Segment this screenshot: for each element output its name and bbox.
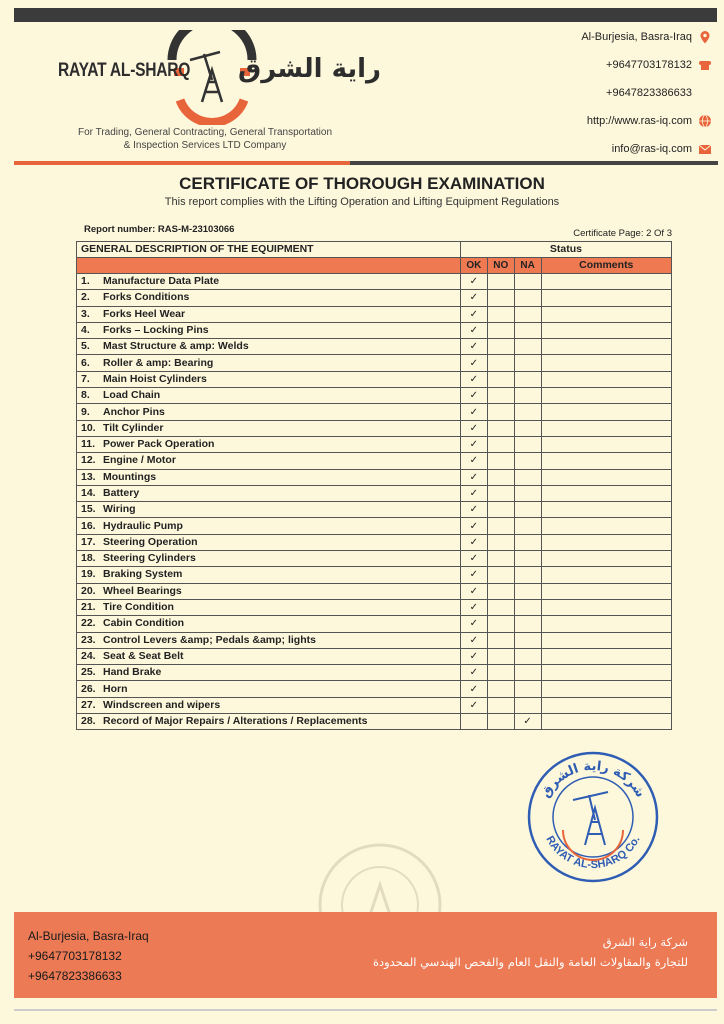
- item-label: [77, 290, 461, 306]
- status-no: [487, 665, 514, 681]
- status-na: [514, 404, 541, 420]
- comment-cell: [541, 616, 671, 632]
- table-row: [77, 648, 672, 664]
- comment-cell: [541, 453, 671, 469]
- status-ok: ✓: [460, 420, 487, 436]
- comment-cell: [541, 290, 671, 306]
- stamp-text-en: RAYAT AL-SHARQ Co.: [543, 834, 643, 872]
- examination-table: [76, 241, 672, 730]
- tagline-line-1: For Trading, General Contracting, General Transportation: [77, 127, 333, 138]
- table-row: [77, 583, 672, 599]
- item-number: 21.: [81, 601, 96, 614]
- table-column-row: [77, 258, 672, 274]
- item-label: [77, 388, 461, 404]
- item-number: 20.: [81, 584, 96, 597]
- status-no: [487, 355, 514, 371]
- table-row: [77, 355, 672, 371]
- item-text: Windscreen and wipers: [103, 698, 221, 711]
- column-comments: Comments: [541, 258, 671, 274]
- status-no: [487, 632, 514, 648]
- item-label: [77, 306, 461, 322]
- footer-address: Al-Burjesia, Basra-Iraq: [28, 929, 149, 943]
- contact-address: Al-Burjesia, Basra-Iraq: [581, 31, 692, 43]
- item-text: Wiring: [103, 503, 136, 516]
- top-bar: [14, 8, 717, 22]
- item-number: 11.: [81, 438, 96, 451]
- logo-name-en: RAYAT AL-SHARQ: [58, 60, 191, 81]
- status-no: [487, 485, 514, 501]
- location-icon: [698, 30, 712, 44]
- item-label: [77, 518, 461, 534]
- status-header: Status: [460, 242, 671, 258]
- status-no: [487, 648, 514, 664]
- comment-cell: [541, 371, 671, 387]
- status-na: [514, 567, 541, 583]
- status-ok: ✓: [460, 404, 487, 420]
- status-ok: ✓: [460, 534, 487, 550]
- table-row: [77, 306, 672, 322]
- status-na: [514, 274, 541, 290]
- comment-cell: [541, 632, 671, 648]
- item-label: [77, 339, 461, 355]
- header-divider-orange: [14, 161, 350, 165]
- status-na: [514, 632, 541, 648]
- status-ok: ✓: [460, 485, 487, 501]
- item-number: 5.: [81, 340, 90, 353]
- item-number: 19.: [81, 568, 96, 581]
- status-na: [514, 420, 541, 436]
- table-row: [77, 436, 672, 452]
- table-row: [77, 665, 672, 681]
- comment-cell: [541, 388, 671, 404]
- item-number: 1.: [81, 275, 90, 288]
- footer-contact: [28, 926, 149, 986]
- item-number: 25.: [81, 666, 96, 679]
- status-na: [514, 583, 541, 599]
- item-number: 16.: [81, 519, 96, 532]
- table-row: [77, 632, 672, 648]
- logo-name-ar: راية الشرق: [238, 54, 382, 84]
- item-number: 9.: [81, 405, 90, 418]
- status-no: [487, 599, 514, 615]
- item-text: Record of Major Repairs / Alterations / Replacements: [103, 715, 368, 728]
- tagline-line-2: & Inspection Services LTD Company: [123, 140, 287, 151]
- company-stamp: [523, 750, 663, 885]
- svg-text:RAYAT AL-SHARQ Co.: [543, 834, 642, 871]
- item-text: Forks – Locking Pins: [103, 324, 209, 337]
- contact-phone-2: +9647823386633: [606, 87, 692, 99]
- table-row: [77, 714, 672, 730]
- status-ok: ✓: [460, 648, 487, 664]
- status-ok: ✓: [460, 453, 487, 469]
- item-label: [77, 469, 461, 485]
- item-label: [77, 274, 461, 290]
- item-label: [77, 616, 461, 632]
- comment-cell: [541, 648, 671, 664]
- item-number: 28.: [81, 715, 96, 728]
- item-label: [77, 697, 461, 713]
- status-na: [514, 290, 541, 306]
- status-ok: ✓: [460, 290, 487, 306]
- status-ok: ✓: [460, 665, 487, 681]
- item-label: [77, 371, 461, 387]
- status-no: [487, 681, 514, 697]
- table-row: [77, 453, 672, 469]
- item-number: 12.: [81, 454, 96, 467]
- table-row: [77, 404, 672, 420]
- status-ok: ✓: [460, 632, 487, 648]
- status-na: [514, 388, 541, 404]
- table-row: [77, 551, 672, 567]
- status-no: [487, 518, 514, 534]
- item-number: 14.: [81, 487, 96, 499]
- item-text: Cabin Condition: [103, 617, 185, 630]
- item-label: [77, 714, 461, 730]
- status-no: [487, 274, 514, 290]
- item-text: Control Levers &amp; Pedals &amp; lights: [103, 633, 316, 646]
- item-label: [77, 681, 461, 697]
- status-na: [514, 339, 541, 355]
- footer-ar-line-2: للتجارة والمقاولات العامة والنقل العام والفحص الهندسي المحدودة: [372, 955, 688, 969]
- status-ok: ✓: [460, 567, 487, 583]
- item-text: Seat & Seat Belt: [103, 649, 184, 662]
- phone-icon: [698, 58, 712, 72]
- status-na: [514, 616, 541, 632]
- column-no: NO: [487, 258, 514, 274]
- status-na: [514, 599, 541, 615]
- table-row: [77, 420, 672, 436]
- item-number: 18.: [81, 552, 96, 565]
- status-ok: ✓: [460, 388, 487, 404]
- item-label: [77, 534, 461, 550]
- status-ok: ✓: [460, 469, 487, 485]
- status-na: [514, 551, 541, 567]
- report-number: Report number: RAS-M-23103066: [84, 224, 235, 235]
- table-header-row: [77, 242, 672, 258]
- status-no: [487, 567, 514, 583]
- status-no: [487, 551, 514, 567]
- item-text: Roller & amp: Bearing: [103, 356, 214, 369]
- status-no: [487, 420, 514, 436]
- item-text: Power Pack Operation: [103, 438, 215, 451]
- item-number: 23.: [81, 633, 96, 646]
- table-row: [77, 534, 672, 550]
- status-no: [487, 534, 514, 550]
- status-no: [487, 404, 514, 420]
- item-text: Steering Operation: [103, 535, 198, 548]
- comment-cell: [541, 518, 671, 534]
- column-na: NA: [514, 258, 541, 274]
- status-ok: ✓: [460, 551, 487, 567]
- comment-cell: [541, 583, 671, 599]
- status-na: [514, 518, 541, 534]
- status-na: [514, 681, 541, 697]
- item-text: Engine / Motor: [103, 454, 176, 467]
- item-label: [77, 355, 461, 371]
- status-na: [514, 453, 541, 469]
- table-row: [77, 290, 672, 306]
- status-na: [514, 485, 541, 501]
- comment-cell: [541, 355, 671, 371]
- item-label: [77, 583, 461, 599]
- item-label: [77, 485, 461, 501]
- item-number: 8.: [81, 389, 90, 402]
- table-row: [77, 371, 672, 387]
- comment-cell: [541, 306, 671, 322]
- item-text: Hydraulic Pump: [103, 519, 183, 532]
- status-no: [487, 453, 514, 469]
- item-number: 13.: [81, 470, 96, 483]
- comment-cell: [541, 665, 671, 681]
- status-na: [514, 306, 541, 322]
- status-na: [514, 436, 541, 452]
- item-text: Mast Structure & amp: Welds: [103, 340, 249, 353]
- status-ok: ✓: [460, 322, 487, 338]
- item-text: Forks Heel Wear: [103, 307, 186, 320]
- status-no: [487, 469, 514, 485]
- comment-cell: [541, 404, 671, 420]
- item-text: Anchor Pins: [103, 405, 165, 418]
- table-row: [77, 485, 672, 501]
- item-label: [77, 551, 461, 567]
- contact-website: http://www.ras-iq.com: [586, 115, 692, 127]
- status-na: ✓: [514, 714, 541, 730]
- company-tagline: [40, 126, 370, 152]
- status-no: [487, 290, 514, 306]
- section-header: GENERAL DESCRIPTION OF THE EQUIPMENT: [77, 242, 461, 258]
- footer-ar-line-1: شركة راية الشرق: [602, 935, 688, 949]
- item-label: [77, 404, 461, 420]
- item-text: Load Chain: [103, 389, 161, 402]
- table-row: [77, 322, 672, 338]
- status-no: [487, 306, 514, 322]
- table-row: [77, 616, 672, 632]
- item-label: [77, 420, 461, 436]
- comment-cell: [541, 567, 671, 583]
- table-row: [77, 567, 672, 583]
- item-text: Tilt Cylinder: [103, 421, 164, 434]
- comment-cell: [541, 420, 671, 436]
- item-text: Horn: [103, 682, 128, 695]
- item-text: Forks Conditions: [103, 291, 190, 304]
- item-text: Braking System: [103, 568, 183, 581]
- item-label: [77, 453, 461, 469]
- status-no: [487, 322, 514, 338]
- item-number: 24.: [81, 649, 96, 662]
- status-na: [514, 697, 541, 713]
- status-no: [487, 371, 514, 387]
- status-ok: ✓: [460, 306, 487, 322]
- table-row: [77, 502, 672, 518]
- web-icon: [698, 114, 712, 128]
- table-row: [77, 697, 672, 713]
- table-row: [77, 681, 672, 697]
- item-number: 2.: [81, 291, 90, 304]
- item-label: [77, 502, 461, 518]
- item-label: [77, 436, 461, 452]
- mail-icon: [698, 142, 712, 156]
- comment-cell: [541, 714, 671, 730]
- column-blank: [77, 258, 461, 274]
- status-ok: ✓: [460, 616, 487, 632]
- item-label: [77, 567, 461, 583]
- status-ok: ✓: [460, 599, 487, 615]
- item-number: 26.: [81, 682, 96, 695]
- status-ok: ✓: [460, 436, 487, 452]
- comment-cell: [541, 322, 671, 338]
- status-na: [514, 665, 541, 681]
- table-row: [77, 388, 672, 404]
- status-ok: ✓: [460, 339, 487, 355]
- item-text: Main Hoist Cylinders: [103, 372, 207, 385]
- status-no: [487, 502, 514, 518]
- bottom-line: [14, 1009, 717, 1011]
- comment-cell: [541, 697, 671, 713]
- status-ok: ✓: [460, 583, 487, 599]
- status-ok: ✓: [460, 697, 487, 713]
- item-label: [77, 599, 461, 615]
- status-no: [487, 714, 514, 730]
- footer-phone-1: +9647703178132: [28, 949, 122, 963]
- item-label: [77, 648, 461, 664]
- status-ok: ✓: [460, 681, 487, 697]
- item-text: Mountings: [103, 470, 157, 483]
- status-na: [514, 469, 541, 485]
- item-label: [77, 632, 461, 648]
- status-na: [514, 322, 541, 338]
- certificate-title: CERTIFICATE OF THOROUGH EXAMINATION: [179, 174, 545, 193]
- table-row: [77, 518, 672, 534]
- item-text: Hand Brake: [103, 666, 162, 679]
- certificate-subtitle: This report complies with the Lifting Operation and Lifting Equipment Regulations: [164, 196, 560, 208]
- status-na: [514, 371, 541, 387]
- status-no: [487, 388, 514, 404]
- status-na: [514, 355, 541, 371]
- contact-email: info@ras-iq.com: [611, 143, 692, 155]
- table-row: [77, 339, 672, 355]
- table-row: [77, 599, 672, 615]
- footer-phone-2: +9647823386633: [28, 969, 122, 983]
- item-number: 10.: [81, 421, 96, 434]
- status-ok: ✓: [460, 518, 487, 534]
- comment-cell: [541, 599, 671, 615]
- item-number: 3.: [81, 307, 90, 320]
- status-na: [514, 502, 541, 518]
- item-text: Battery: [103, 487, 140, 499]
- item-text: Wheel Bearings: [103, 584, 182, 597]
- item-text: Manufacture Data Plate: [103, 275, 220, 288]
- certificate-page: Certificate Page: 2 Of 3: [573, 228, 672, 239]
- item-number: 15.: [81, 503, 96, 516]
- status-ok: ✓: [460, 371, 487, 387]
- status-no: [487, 583, 514, 599]
- table-row: [77, 274, 672, 290]
- item-number: 17.: [81, 535, 96, 548]
- column-ok: OK: [460, 258, 487, 274]
- comment-cell: [541, 485, 671, 501]
- status-no: [487, 697, 514, 713]
- item-number: 27.: [81, 698, 96, 711]
- item-number: 6.: [81, 356, 90, 369]
- status-ok: ✓: [460, 274, 487, 290]
- table-row: [77, 469, 672, 485]
- status-ok: ✓: [460, 502, 487, 518]
- status-ok: [460, 714, 487, 730]
- status-no: [487, 436, 514, 452]
- comment-cell: [541, 469, 671, 485]
- comment-cell: [541, 681, 671, 697]
- header-divider-dark: [350, 161, 718, 165]
- comment-cell: [541, 502, 671, 518]
- status-no: [487, 616, 514, 632]
- item-text: Steering Cylinders: [103, 552, 196, 565]
- item-number: 7.: [81, 372, 90, 385]
- item-number: 4.: [81, 324, 90, 337]
- comment-cell: [541, 534, 671, 550]
- status-ok: ✓: [460, 355, 487, 371]
- comment-cell: [541, 551, 671, 567]
- item-text: Tire Condition: [103, 601, 174, 614]
- footer-arabic: [373, 932, 688, 972]
- comment-cell: [541, 436, 671, 452]
- stamp-text-ar: شركة راية الشرق: [538, 758, 648, 801]
- contact-phone-1: +9647703178132: [606, 59, 692, 71]
- item-label: [77, 665, 461, 681]
- status-no: [487, 339, 514, 355]
- comment-cell: [541, 274, 671, 290]
- status-na: [514, 534, 541, 550]
- status-na: [514, 648, 541, 664]
- item-label: [77, 322, 461, 338]
- item-number: 22.: [81, 617, 96, 630]
- comment-cell: [541, 339, 671, 355]
